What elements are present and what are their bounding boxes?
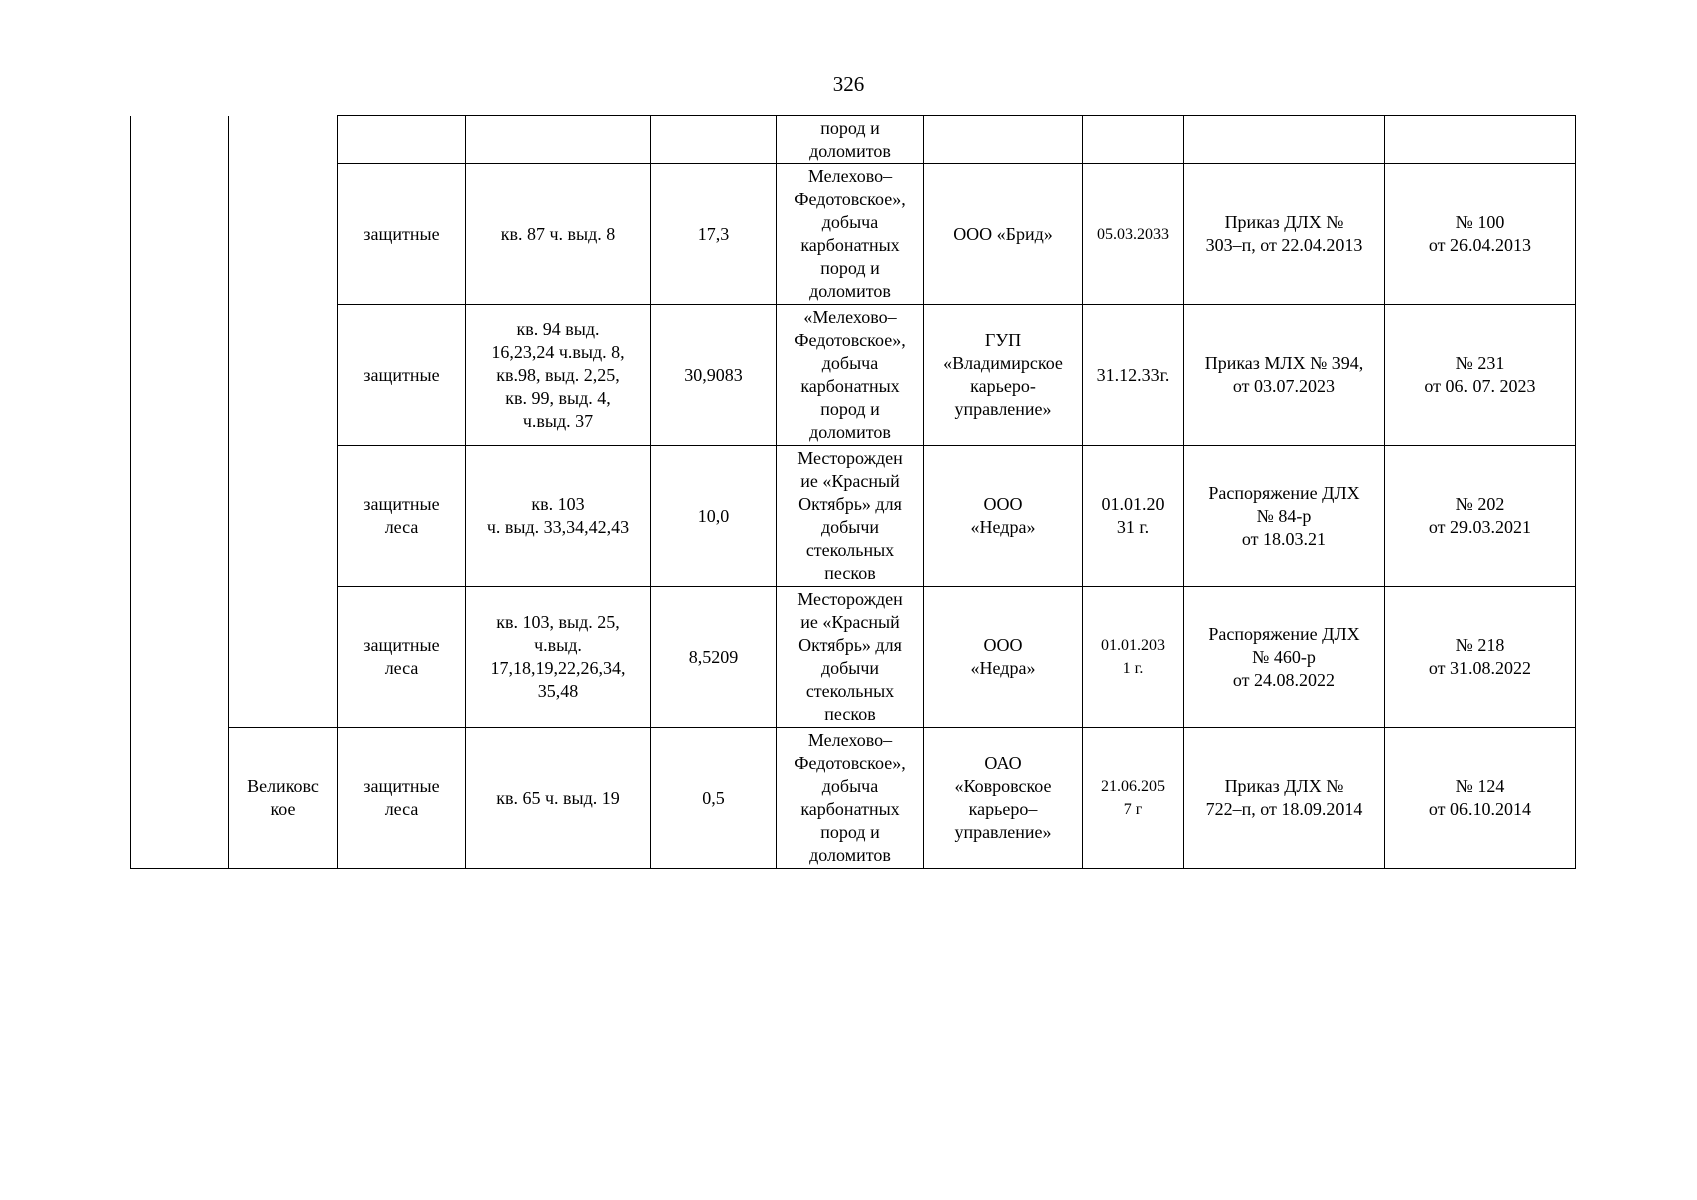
term-cell: 01.01.20 31 г. bbox=[1083, 446, 1184, 587]
category-cell: защитные леса bbox=[338, 728, 466, 869]
order-cell: Распоряжение ДЛХ № 84-р от 18.03.21 bbox=[1184, 446, 1385, 587]
category-cell bbox=[338, 116, 466, 164]
table-row bbox=[131, 164, 1576, 305]
registration-cell: № 202 от 29.03.2021 bbox=[1385, 446, 1576, 587]
table-row bbox=[131, 728, 1576, 869]
tenant-cell: ООО «Недра» bbox=[924, 587, 1083, 728]
area-cell: 30,9083 bbox=[651, 305, 777, 446]
location-cell: кв. 103 ч. выд. 33,34,42,43 bbox=[466, 446, 651, 587]
tenant-cell: ОАО «Ковровское карьеро– управление» bbox=[924, 728, 1083, 869]
purpose-cell: «Мелехово– Федотовское», добыча карбонатных пород и доломитов bbox=[777, 305, 924, 446]
registration-cell: № 124 от 06.10.2014 bbox=[1385, 728, 1576, 869]
tenant-cell: ГУП «Владимирское карьеро- управление» bbox=[924, 305, 1083, 446]
term-cell: 21.06.205 7 г bbox=[1083, 728, 1184, 869]
term-cell: 31.12.33г. bbox=[1083, 305, 1184, 446]
category-cell: защитные bbox=[338, 164, 466, 305]
order-cell: Приказ ДЛХ № 303–п, от 22.04.2013 bbox=[1184, 164, 1385, 305]
area-cell: 8,5209 bbox=[651, 587, 777, 728]
tenant-cell: ООО «Недра» bbox=[924, 446, 1083, 587]
registration-cell: № 218 от 31.08.2022 bbox=[1385, 587, 1576, 728]
table-row bbox=[131, 116, 1576, 164]
table-row bbox=[131, 446, 1576, 587]
area-cell: 17,3 bbox=[651, 164, 777, 305]
location-cell: кв. 94 выд. 16,23,24 ч.выд. 8, кв.98, выд. 2,25, кв. 99, выд. 4, ч.выд. 37 bbox=[466, 305, 651, 446]
purpose-cell: Мелехово– Федотовское», добыча карбонатных пород и доломитов bbox=[777, 728, 924, 869]
term-cell bbox=[1083, 116, 1184, 164]
location-cell bbox=[466, 116, 651, 164]
district-cell: Великовс кое bbox=[229, 728, 338, 869]
term-cell: 01.01.203 1 г. bbox=[1083, 587, 1184, 728]
order-cell: Распоряжение ДЛХ № 460-р от 24.08.2022 bbox=[1184, 587, 1385, 728]
registration-cell: № 100 от 26.04.2013 bbox=[1385, 164, 1576, 305]
purpose-cell: Месторожден ие «Красный Октябрь» для добычи стекольных песков bbox=[777, 446, 924, 587]
location-cell: кв. 87 ч. выд. 8 bbox=[466, 164, 651, 305]
purpose-cell: пород и доломитов bbox=[777, 116, 924, 164]
order-cell: Приказ ДЛХ № 722–п, от 18.09.2014 bbox=[1184, 728, 1385, 869]
tenant-cell bbox=[924, 116, 1083, 164]
location-cell: кв. 103, выд. 25, ч.выд. 17,18,19,22,26,34, 35,48 bbox=[466, 587, 651, 728]
tenant-cell: ООО «Брид» bbox=[924, 164, 1083, 305]
table-row bbox=[131, 305, 1576, 446]
area-cell: 0,5 bbox=[651, 728, 777, 869]
purpose-cell: Мелехово– Федотовское», добыча карбонатных пород и доломитов bbox=[777, 164, 924, 305]
district-cell bbox=[229, 116, 338, 728]
registration-cell: № 231 от 06. 07. 2023 bbox=[1385, 305, 1576, 446]
registration-cell bbox=[1385, 116, 1576, 164]
order-cell: Приказ МЛХ № 394, от 03.07.2023 bbox=[1184, 305, 1385, 446]
category-cell: защитные леса bbox=[338, 446, 466, 587]
area-cell bbox=[651, 116, 777, 164]
forestry-cell bbox=[131, 116, 229, 869]
order-cell bbox=[1184, 116, 1385, 164]
area-cell: 10,0 bbox=[651, 446, 777, 587]
table-row bbox=[131, 587, 1576, 728]
forest-lease-table bbox=[130, 115, 1576, 869]
purpose-cell: Месторожден ие «Красный Октябрь» для добычи стекольных песков bbox=[777, 587, 924, 728]
category-cell: защитные bbox=[338, 305, 466, 446]
location-cell: кв. 65 ч. выд. 19 bbox=[466, 728, 651, 869]
term-cell: 05.03.2033 bbox=[1083, 164, 1184, 305]
category-cell: защитные леса bbox=[338, 587, 466, 728]
page-number: 326 bbox=[832, 72, 865, 96]
